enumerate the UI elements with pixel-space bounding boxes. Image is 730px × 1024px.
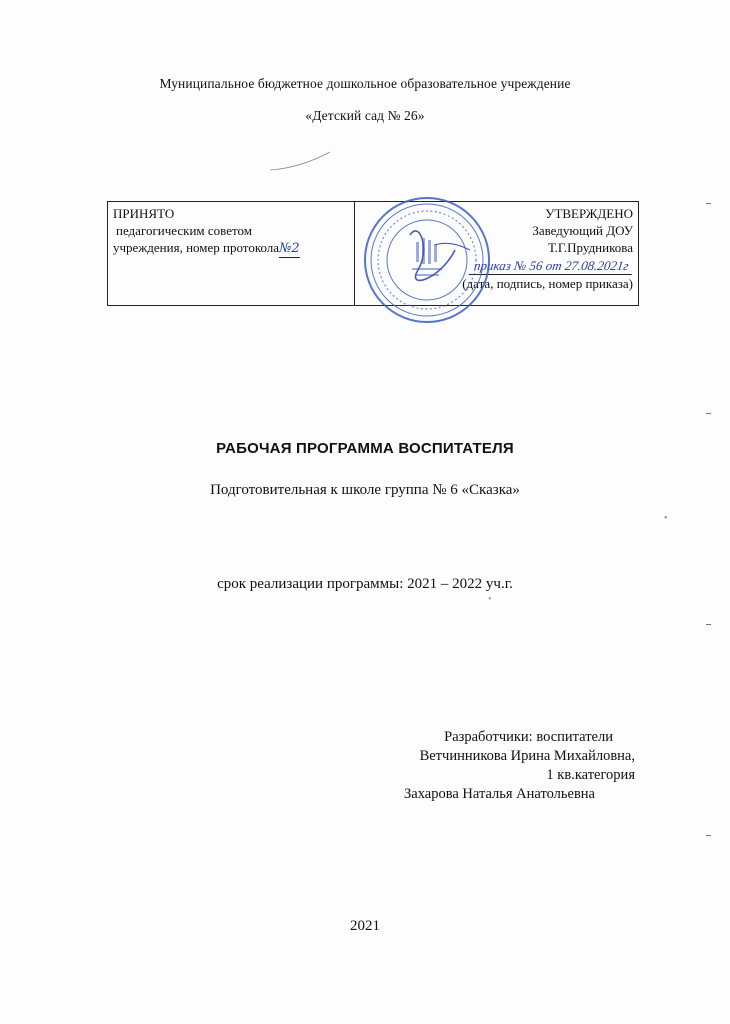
official-seal-icon: [360, 190, 495, 330]
author-1: Ветчинникова Ирина Михайловна,: [419, 748, 635, 764]
author-2: Захарова Наталья Анатольевна: [404, 786, 595, 802]
kindergarten-name: «Детский сад № 26»: [305, 108, 425, 123]
accepted-protocol-label: учреждения, номер протокола: [113, 240, 280, 255]
author-1-category: 1 кв.категория: [546, 767, 635, 783]
document-title: РАБОЧАЯ ПРОГРАММА ВОСПИТАТЕЛЯ: [216, 440, 514, 457]
accepted-protocol-row: [113, 239, 300, 258]
approved-caption: (дата, подпись, номер приказа): [462, 276, 633, 291]
accepted-title: ПРИНЯТО: [113, 206, 175, 221]
scan-speck: •: [664, 513, 668, 524]
scan-speck: •: [488, 594, 492, 605]
approved-position: Заведующий ДОУ: [532, 223, 633, 238]
implementation-period: срок реализации программы: 2021 – 2022 уч.г.: [217, 576, 513, 592]
accepted-cell: [113, 205, 300, 258]
authors-block: [404, 728, 635, 804]
order-handwritten: приказ № 56 от 27.08.2021г: [469, 257, 634, 275]
table-divider: [354, 202, 355, 305]
institution-name: Муниципальное бюджетное дошкольное образовательное учреждение: [159, 76, 571, 91]
margin-mark: [706, 413, 711, 414]
margin-mark: [706, 624, 711, 625]
approved-head-name: Т.Г.Прудникова: [547, 240, 633, 255]
pen-stroke-mark: [265, 150, 335, 175]
margin-mark: [706, 835, 711, 836]
margin-mark: [706, 203, 711, 204]
authors-heading: Разработчики: воспитатели: [444, 729, 613, 745]
group-name: Подготовительная к школе группа № 6 «Сказка»: [210, 482, 520, 498]
accepted-council: педагогическим советом: [116, 223, 252, 238]
document-year: 2021: [350, 918, 380, 934]
approved-title: УТВЕРЖДЕНО: [545, 206, 633, 221]
protocol-number-handwritten: №2: [279, 241, 300, 256]
